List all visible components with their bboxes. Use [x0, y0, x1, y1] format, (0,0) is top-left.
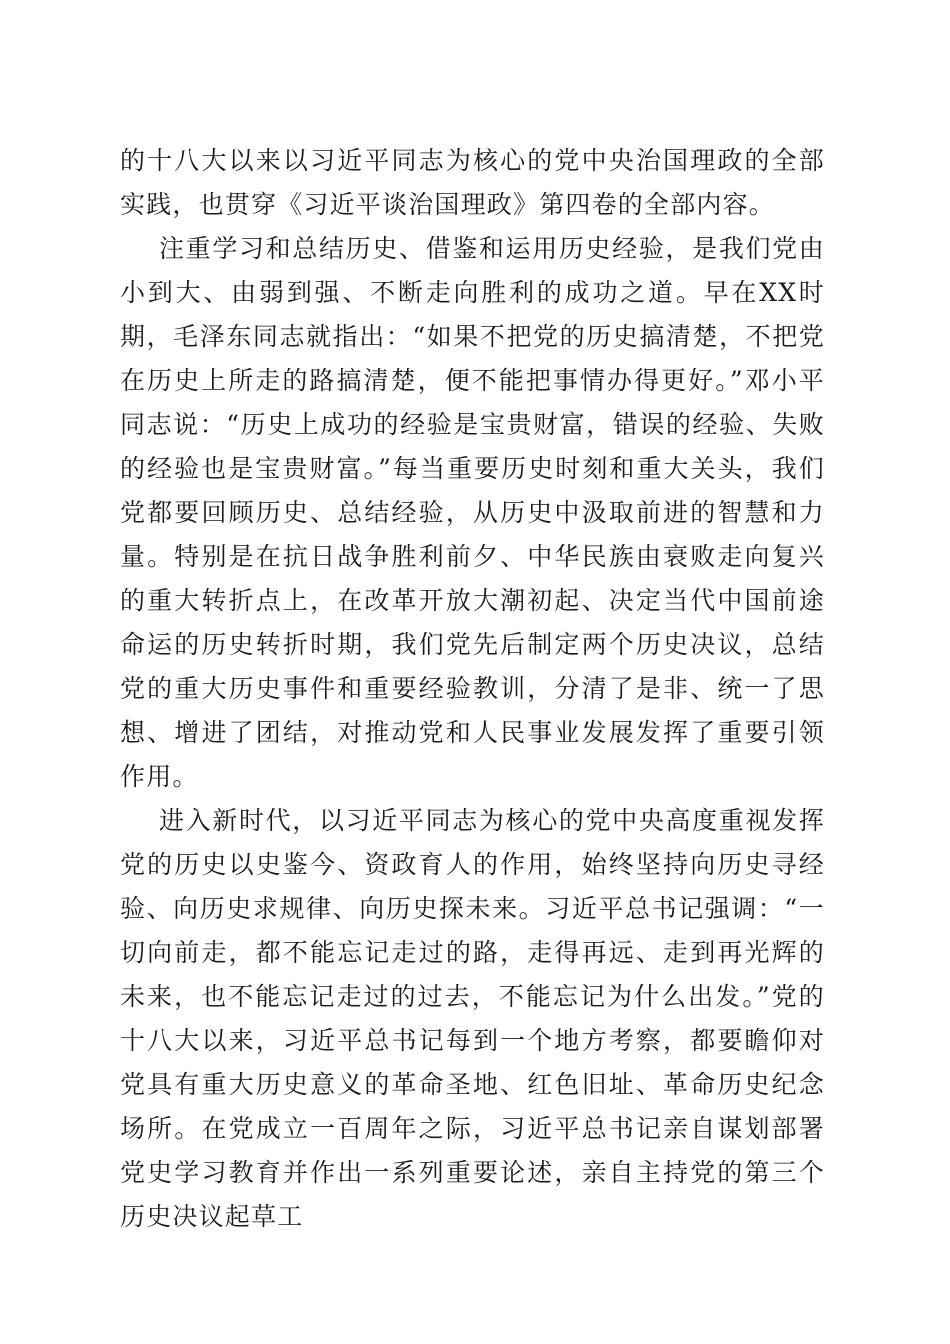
document-body [120, 139, 825, 1239]
paragraph-continuation: 的十八大以来以习近平同志为核心的党中央治国理政的全部实践，也贯穿《习近平谈治国理政》第四卷的全部内容。 [120, 146, 825, 219]
paragraph-history-experience: 注重学习和总结历史、借鉴和运用历史经验，是我们党由小到大、由弱到强、不断走向胜利的成功之道。早在XX时期，毛泽东同志就指出：“如果不把党的历史搞清楚，不把党在历史上所走的路搞清楚，便不能把事情办得更好。”邓小平同志说：“历史上成功的经验是宝贵财富，错误的经验、失败的经验也是宝贵财富。”每当重要历史时刻和重大关头，我们党都要回顾历史、总结经验，从历史中汲取前进的智慧和力量。特别是在抗日战争胜利前夕、中华民族由衰败走向复兴的重大转折点上，在改革开放大潮初起、决定当代中国前途命运的历史转折时期，我们党先后制定两个历史决议，总结党的重大历史事件和重要经验教训，分清了是非、统一了思想、增进了团结，对推动党和人民事业发展发挥了重要引领作用。 [120, 234, 825, 791]
paragraph-new-era: 进入新时代，以习近平同志为核心的党中央高度重视发挥党的历史以史鉴今、资政育人的作用，始终坚持向历史寻经验、向历史求规律、向历史探未来。习近平总书记强调：“一切向前走，都不能忘记走过的路，走得再远、走到再光辉的未来，也不能忘记走过的过去，不能忘记为什么出发。”党的十八大以来，习近平总书记每到一个地方考察，都要瞻仰对党具有重大历史意义的革命圣地、红色旧址、革命历史纪念场所。在党成立一百周年之际，习近平总书记亲自谋划部署党史学习教育并作出一系列重要论述，亲自主持党的第三个历史决议起草工 [120, 806, 825, 1231]
